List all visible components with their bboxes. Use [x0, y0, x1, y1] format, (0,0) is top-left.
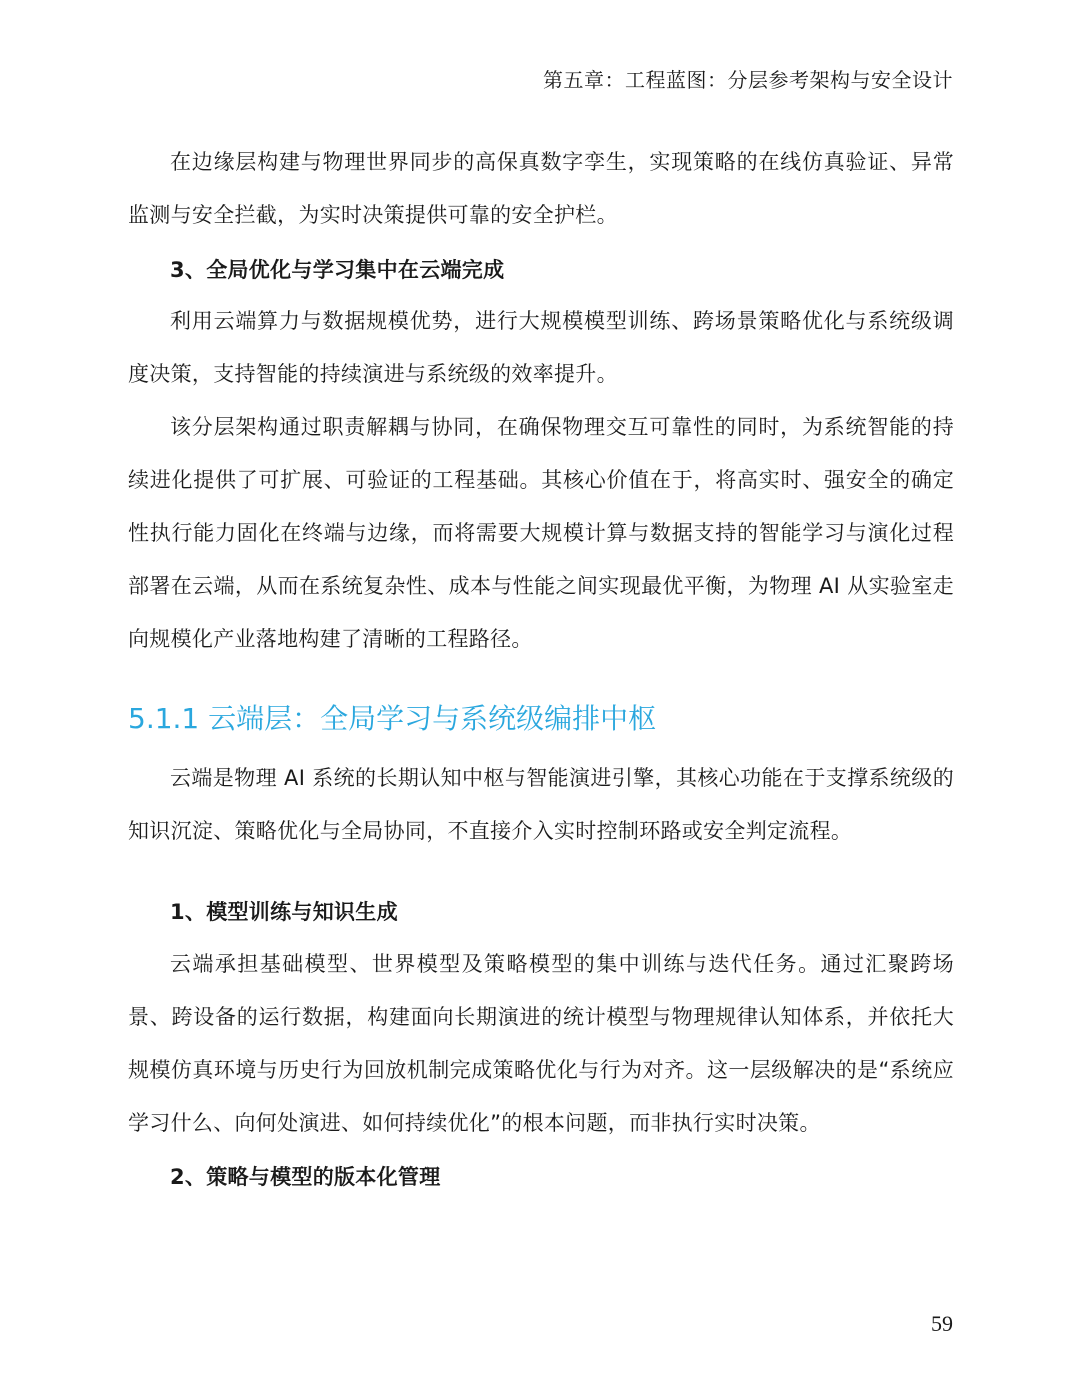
subheading-version-management: 2、策略与模型的版本化管理 — [170, 1165, 441, 1189]
paragraph-cloud-compute: 利用云端算力与数据规模优势，进行大规模模型训练、跨场景策略优化与系统级调度决策，支持智能的持续演进与系统级的效率提升。 — [128, 309, 954, 386]
page-number: 59 — [931, 1311, 953, 1336]
paragraph-edge-digital-twin: 在边缘层构建与物理世界同步的高保真数字孪生，实现策略的在线仿真验证、异常监测与安全拦截，为实时决策提供可靠的安全护栏。 — [128, 150, 954, 227]
paragraph-cloud-cognition-hub: 云端是物理 AI 系统的长期认知中枢与智能演进引擎，其核心功能在于支撑系统级的知识沉淀、策略优化与全局协同，不直接介入实时控制环路或安全判定流程。 — [128, 766, 954, 843]
paragraph-layered-architecture-value: 该分层架构通过职责解耦与协同，在确保物理交互可靠性的同时，为系统智能的持续进化提供了可扩展、可验证的工程基础。其核心价值在于，将高实时、强安全的确定性执行能力固化在终端与边缘，而将需要大规模计算与数据支持的智能学习与演化过程部署在云端，从而在系统复杂性、成本与性能之间实现最优平衡，为物理 AI 从实验室走向规模化产业落地构建了清晰的工程路径。 — [128, 415, 954, 651]
subheading-model-training: 1、模型训练与知识生成 — [170, 900, 398, 924]
running-header: 第五章：工程蓝图：分层参考架构与安全设计 — [543, 68, 953, 92]
subheading-global-optimization: 3、全局优化与学习集中在云端完成 — [170, 258, 505, 282]
paragraph-model-training-detail: 云端承担基础模型、世界模型及策略模型的集中训练与迭代任务。通过汇聚跨场景、跨设备的运行数据，构建面向长期演进的统计模型与物理规律认知体系，并依托大规模仿真环境与历史行为回放机制完成策略优化与行为对齐。这一层级解决的是“系统应学习什么、向何处演进、如何持续优化”的根本问题，而非执行实时决策。 — [128, 952, 954, 1135]
section-heading-cloud-layer: 5.1.1 云端层：全局学习与系统级编排中枢 — [128, 702, 657, 735]
